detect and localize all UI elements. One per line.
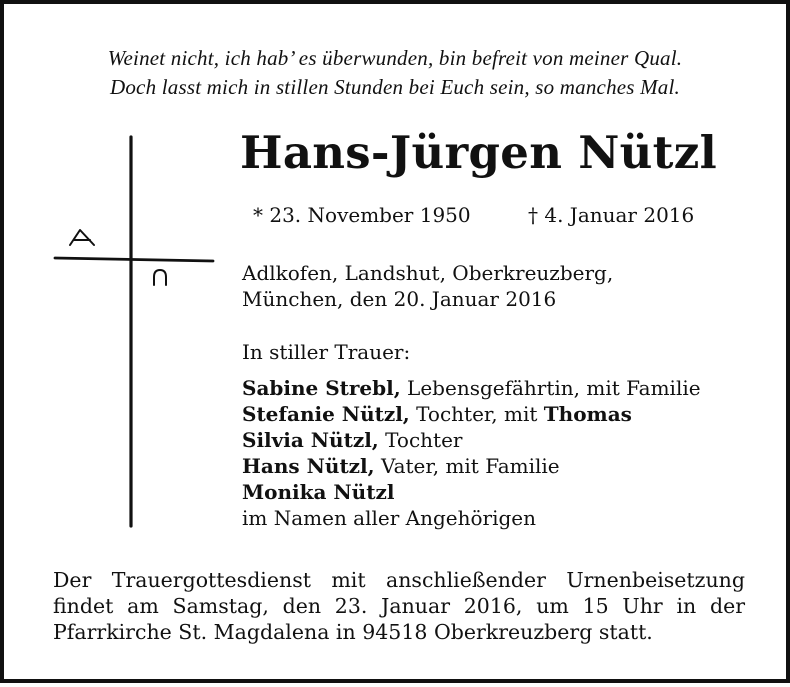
poem-line-1: Weinet nicht, ich hab’ es überwunden, bin befreit von meiner Qual.	[107, 46, 683, 70]
death-date: † 4. Januar 2016	[528, 203, 695, 227]
poem-line-2: Doch lasst mich in stillen Stunden bei Euch sein, so manches Mal.	[109, 75, 680, 99]
mourning-intro: In stiller Trauer:	[242, 340, 411, 364]
place-and-date	[242, 260, 613, 312]
mourner-row	[242, 375, 701, 401]
mourner-relation: Vater, mit Familie	[374, 454, 560, 478]
deceased-name: Hans-Jürgen Nützl	[240, 126, 717, 179]
alpha-icon	[70, 230, 94, 245]
mourner-relation: Lebensgefährtin, mit Familie	[400, 376, 701, 400]
place-line-1: Adlkofen, Landshut, Oberkreuzberg,	[242, 261, 614, 285]
mourner-row	[242, 453, 701, 479]
mourner-name: Monika Nützl	[242, 480, 395, 504]
place-line-2: München, den 20. Januar 2016	[242, 287, 557, 311]
mourner-name: Silvia Nützl,	[242, 428, 379, 452]
mourner-row	[242, 427, 701, 453]
mourner-relation: Tochter	[378, 428, 463, 452]
mourner-name: Sabine Strebl,	[242, 376, 401, 400]
mourner-name: Stefanie Nützl,	[242, 402, 410, 426]
mourner-companion: Thomas	[543, 402, 632, 426]
mourners-list	[242, 375, 701, 531]
mourners-closing: im Namen aller Angehörigen	[242, 506, 537, 530]
mourner-name: Hans Nützl,	[242, 454, 375, 478]
omega-icon	[154, 270, 166, 285]
mourner-relation: Tochter, mit	[409, 402, 544, 426]
birth-date: * 23. November 1950	[253, 203, 471, 227]
mourner-row	[242, 479, 701, 505]
mourner-row	[242, 401, 701, 427]
cross-horizontal-beam	[55, 258, 213, 261]
service-announcement: Der Trauergottesdienst mit anschließender Urnenbeisetzung findet am Samstag, den 23. Januar 2016, um 15 Uhr in der Pfarrkirche St. Magdalena in 94518 Oberkreuzberg statt.	[53, 568, 745, 644]
